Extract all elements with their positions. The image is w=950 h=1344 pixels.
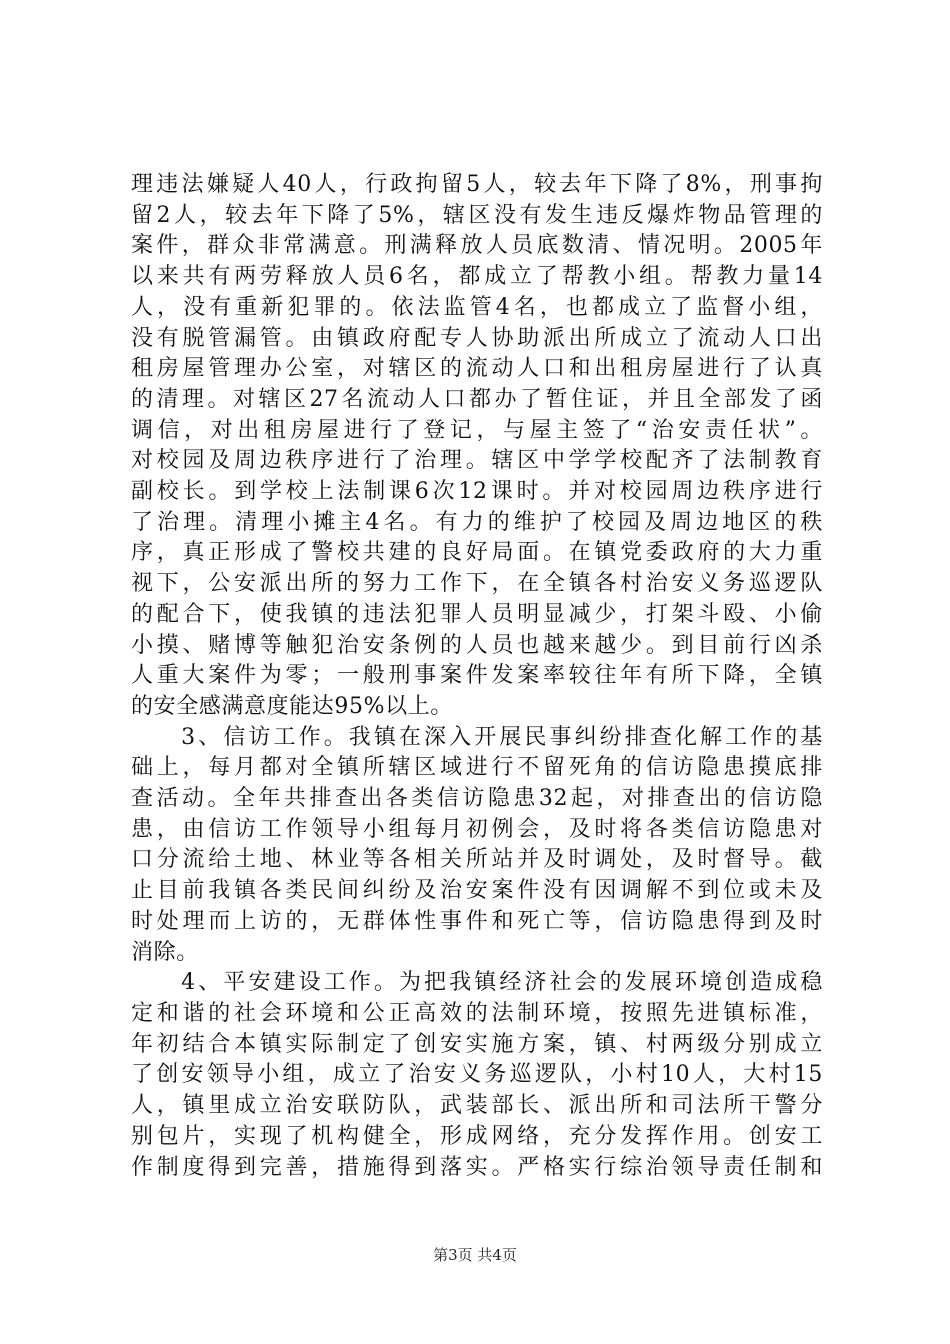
text-line: 4、平安建设工作。为把我镇经济社会的发展环境创造成稳 xyxy=(131,970,823,996)
text-line: 副校长。到学校上法制课6次12课时。并对校园周边秩序进行 xyxy=(131,479,823,505)
text-line: 定和谐的社会环境和公正高效的法制环境，按照先进镇标准， xyxy=(131,1000,823,1026)
text-line: 没有脱管漏管。由镇政府配专人协助派出所成立了流动人口出 xyxy=(131,325,823,351)
text-line: 小摸、赌博等触犯治安条例的人员也越来越少。到目前行凶杀 xyxy=(131,632,823,658)
text-line: 留2人，较去年下降了5%，辖区没有发生违反爆炸物品管理的 xyxy=(131,202,823,228)
paragraph-2 xyxy=(131,723,823,969)
text-line: 口分流给土地、林业等各相关所站并及时调处，及时督导。截 xyxy=(131,847,823,873)
text-line: 础上，每月都对全镇所辖区域进行不留死角的信访隐患摸底排 xyxy=(131,755,823,781)
text-line: 调信，对出租房屋进行了登记，与屋主签了“治安责任状”。 xyxy=(131,417,823,443)
text-line: 案件，群众非常满意。刑满释放人员底数清、情况明。2005年 xyxy=(131,233,823,259)
text-line: 人，镇里成立治安联防队，武装部长、派出所和司法所干警分 xyxy=(131,1093,823,1119)
text-line: 对校园及周边秩序进行了治理。辖区中学学校配齐了法制教育 xyxy=(131,448,823,474)
text-line: 理违法嫌疑人40人，行政拘留5人，较去年下降了8%，刑事拘 xyxy=(131,172,823,197)
text-line: 序，真正形成了警校共建的良好局面。在镇党委政府的大力重 xyxy=(131,540,823,566)
paragraph-3 xyxy=(131,968,823,1183)
page-number: 第3页 共4页 xyxy=(433,1246,517,1264)
text-line: 查活动。全年共排查出各类信访隐患32起，对排查出的信访隐 xyxy=(131,786,823,812)
paragraph-1 xyxy=(131,170,823,723)
text-line: 年初结合本镇实际制定了创安实施方案，镇、村两级分别成立 xyxy=(131,1031,823,1057)
text-line: 3、信访工作。我镇在深入开展民事纠纷排查化解工作的基 xyxy=(131,724,823,750)
text-line: 视下，公安派出所的努力工作下，在全镇各村治安义务巡逻队 xyxy=(131,571,823,597)
text-line: 止目前我镇各类民间纠纷及治安案件没有因调解不到位或未及 xyxy=(131,878,823,904)
text-line: 消除。 xyxy=(131,939,199,965)
document-body xyxy=(131,170,823,1183)
text-line: 了创安领导小组，成立了治安义务巡逻队，小村10人，大村15 xyxy=(131,1062,823,1088)
text-line: 时处理而上访的，无群体性事件和死亡等，信访隐患得到及时 xyxy=(131,908,823,934)
text-line: 以来共有两劳释放人员6名，都成立了帮教小组。帮教力量14 xyxy=(131,264,823,290)
text-line: 人重大案件为零；一般刑事案件发案率较往年有所下降，全镇 xyxy=(131,663,823,689)
text-line: 作制度得到完善，措施得到落实。严格实行综治领导责任制和 xyxy=(131,1154,823,1180)
text-line: 了治理。清理小摊主4名。有力的维护了校园及周边地区的秩 xyxy=(131,509,823,535)
text-line: 的清理。对辖区27名流动人口都办了暂住证，并且全部发了函 xyxy=(131,386,823,412)
text-line: 人，没有重新犯罪的。依法监管4名，也都成立了监督小组， xyxy=(131,294,823,320)
text-line: 的安全感满意度能达95%以上。 xyxy=(131,693,453,719)
text-line: 别包片，实现了机构健全，形成网络，充分发挥作用。创安工 xyxy=(131,1123,823,1149)
text-line: 租房屋管理办公室，对辖区的流动人口和出租房屋进行了认真 xyxy=(131,356,823,382)
text-line: 患，由信访工作领导小组每月初例会，及时将各类信访隐患对 xyxy=(131,816,823,842)
text-line: 的配合下，使我镇的违法犯罪人员明显减少，打架斗殴、小偷 xyxy=(131,601,823,627)
